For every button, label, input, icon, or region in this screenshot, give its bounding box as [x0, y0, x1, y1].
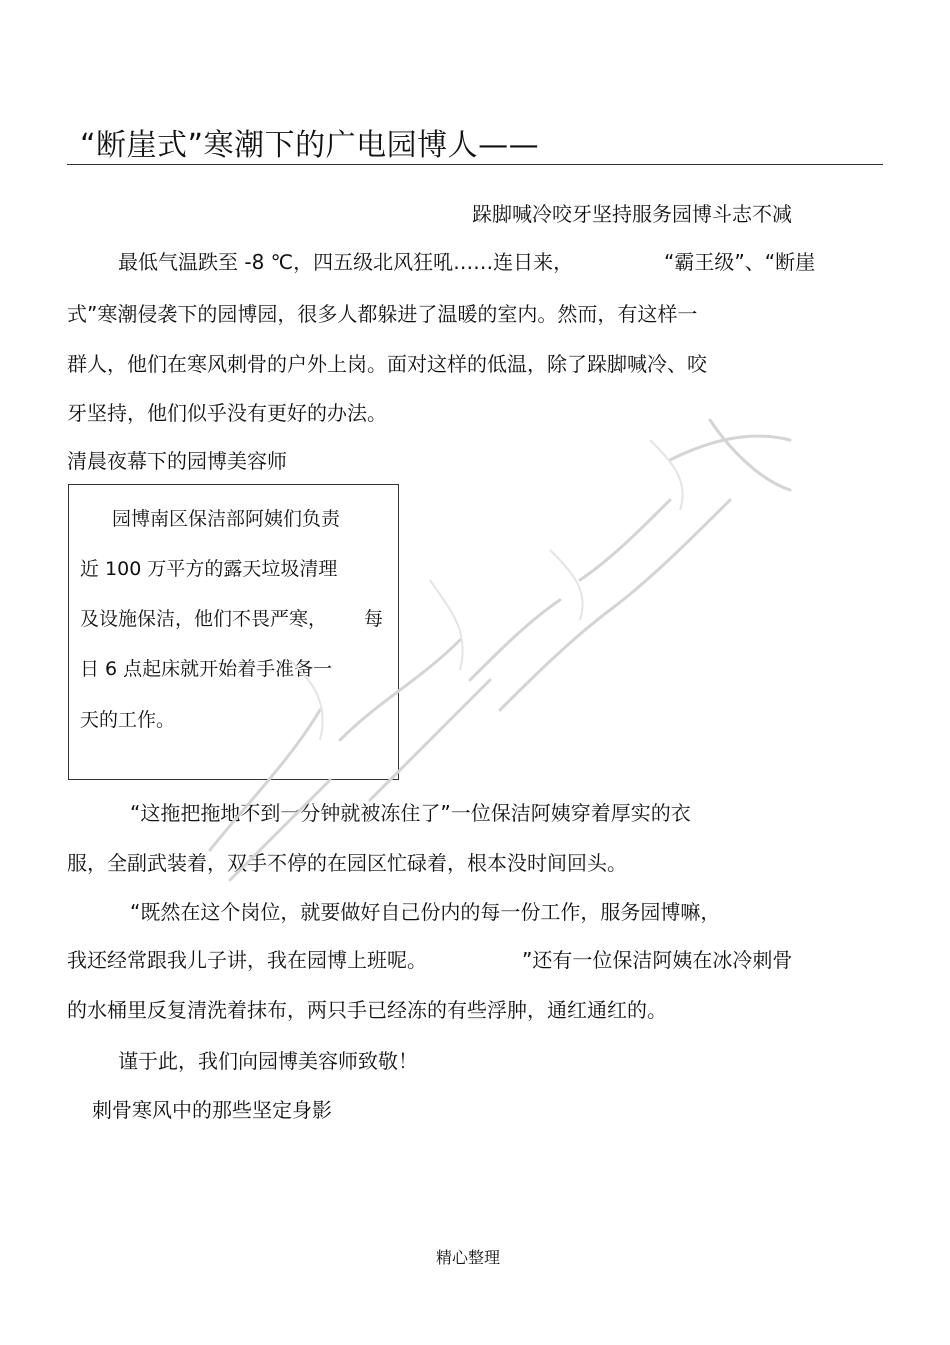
title-underline [67, 164, 883, 165]
paragraph-line: 我还经常跟我儿子讲，我在园博上班呢。 [67, 948, 427, 972]
paragraph-line: 群人，他们在寒风刺骨的户外上岗。面对这样的低温，除了跺脚喊冷、咬 [67, 352, 707, 376]
box-line: 及设施保洁，他们不畏严寒， [80, 608, 328, 630]
box-line: 天的工作。 [80, 709, 176, 731]
box-line: 近 100 万平方的露天垃圾清理 [80, 558, 338, 580]
paragraph-line: 服，全副武装着，双手不停的在园区忙碌着，根本没时间回头。 [67, 851, 627, 875]
document-title: “断崖式”寒潮下的广电园博人—— [80, 128, 540, 163]
page-footer: 精心整理 [436, 1248, 501, 1267]
paragraph-line: 的水桶里反复清洗着抹布，两只手已经冻的有些浮肿，通红通红的。 [67, 998, 667, 1022]
box-line: 每 [364, 608, 384, 630]
section-heading: 刺骨寒风中的那些坚定身影 [92, 1098, 332, 1122]
box-line: 日 6 点起床就开始着手准备一 [80, 658, 333, 680]
paragraph-line: 牙坚持，他们似乎没有更好的办法。 [67, 401, 387, 425]
paragraph-line: “既然在这个岗位，就要做好自己份内的每一份工作，服务园博嘛， [130, 900, 721, 924]
paragraph-line: 式”寒潮侵袭下的园博园，很多人都躲进了温暖的室内。然而，有这样一 [67, 302, 698, 326]
paragraph-line: 谨于此，我们向园博美容师致敬！ [118, 1049, 418, 1073]
paragraph-line: 最低气温跌至 -8 ℃，四五级北风狂吼……连日来， [118, 250, 574, 274]
paragraph-line: “这拖把拖地不到一分钟就被冻住了”一位保洁阿姨穿着厚实的衣 [130, 801, 691, 825]
section-heading: 清晨夜幕下的园博美容师 [67, 449, 287, 473]
document-subtitle: 跺脚喊冷咬牙坚持服务园博斗志不减 [472, 202, 792, 226]
paragraph-line: “霸王级”、“断崖 [664, 250, 816, 274]
paragraph-line: ”还有一位保洁阿姨在冰冷刺骨 [522, 948, 793, 972]
box-line: 园博南区保洁部阿姨们负责 [112, 508, 341, 530]
